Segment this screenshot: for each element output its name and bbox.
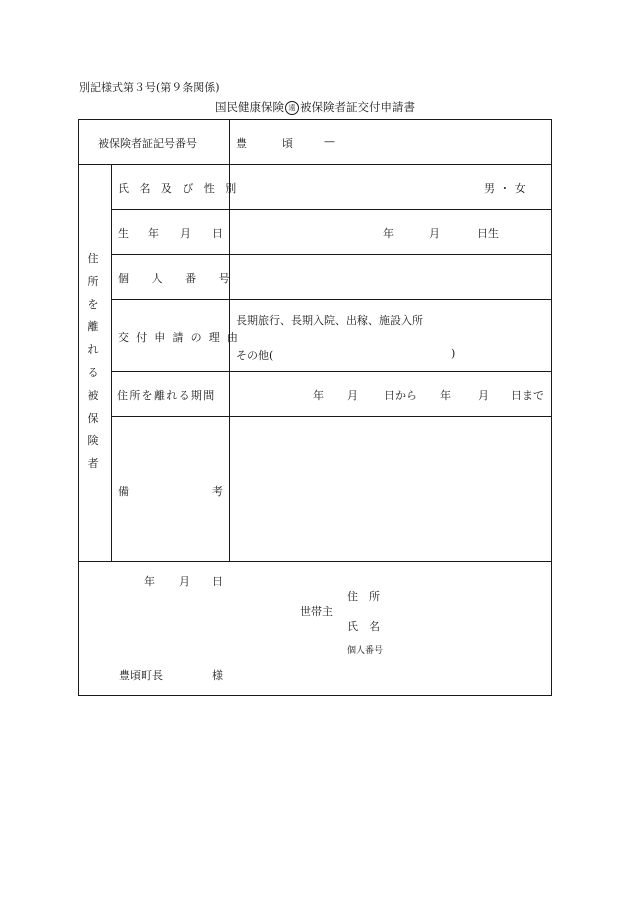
row-divider (111, 254, 552, 255)
footer-month-unit: 月 (179, 575, 190, 588)
period-from: 日から (384, 389, 417, 402)
sex-options: 男・女 (484, 182, 531, 195)
title-suffix: 被保険者証交付申請書 (300, 100, 415, 114)
reason-other: その他( (236, 349, 274, 362)
side-char: 者 (87, 457, 99, 471)
side-char: 離 (87, 320, 99, 334)
row-divider (78, 561, 552, 562)
side-char: 所 (87, 274, 99, 288)
title-prefix: 国民健康保険 (215, 100, 284, 114)
row-divider (111, 416, 552, 417)
label-birthdate-1: 生 (118, 227, 129, 240)
footer-personal-number-label: 個人番号 (347, 646, 384, 656)
circled-mark: 遠 (285, 101, 299, 115)
addressee-honorific: 様 (212, 669, 223, 682)
side-char: 住 (87, 252, 99, 265)
side-char: る (87, 365, 99, 379)
birth-year-unit: 年 (383, 227, 394, 240)
birth-month-unit: 月 (429, 227, 440, 240)
label-birthdate-4: 日 (212, 227, 223, 240)
side-char: れ (87, 343, 99, 357)
period-month-1: 月 (347, 389, 358, 402)
reason-options: 長期旅行、長期入院、出稼、施設入所 (236, 314, 423, 327)
period-year-2: 年 (440, 389, 451, 402)
birth-day-unit: 日生 (477, 227, 499, 240)
side-char: 保 (87, 411, 99, 425)
row-divider (111, 371, 552, 372)
footer-householder-label: 世帯主 (300, 605, 333, 618)
column-divider (111, 164, 112, 561)
side-char: 険 (87, 434, 99, 448)
form-title (0, 99, 630, 115)
period-year-1: 年 (313, 389, 324, 402)
label-insurance-number: 被保険者証記号番号 (98, 137, 197, 150)
side-char: を (87, 297, 99, 311)
label-period: 住所を離れる期間 (117, 389, 216, 402)
side-label-person-leaving (84, 248, 102, 476)
label-birthdate-2: 年 (148, 227, 159, 240)
label-name-sex: 氏名及び性別 (118, 182, 247, 195)
label-remarks-2: 考 (212, 485, 223, 498)
form-number-note: 別記様式第３号(第９条関係) (79, 81, 220, 94)
label-birthdate-3: 月 (180, 227, 191, 240)
side-char: 被 (87, 388, 99, 402)
label-personal-number: 個人番号 (118, 272, 253, 285)
footer-year-unit: 年 (144, 575, 155, 588)
addressee-mayor: 豊頃町長 (119, 669, 163, 682)
footer-name-label: 氏 名 (347, 620, 380, 633)
label-reason: 交付申請の理由 (118, 331, 246, 344)
reason-other-close: ) (451, 347, 456, 360)
footer-day-unit: 日 (212, 575, 223, 588)
number-prefix-2: 頃 (282, 137, 293, 150)
footer-address-label: 住 所 (347, 590, 380, 603)
period-month-2: 月 (478, 389, 489, 402)
number-dash: — (324, 135, 335, 148)
number-prefix-1: 豊 (236, 137, 247, 150)
row-divider (111, 209, 552, 210)
row-divider (78, 164, 552, 165)
label-remarks-1: 備 (118, 485, 129, 498)
period-to: 日まで (511, 389, 544, 402)
row-divider (111, 299, 552, 300)
